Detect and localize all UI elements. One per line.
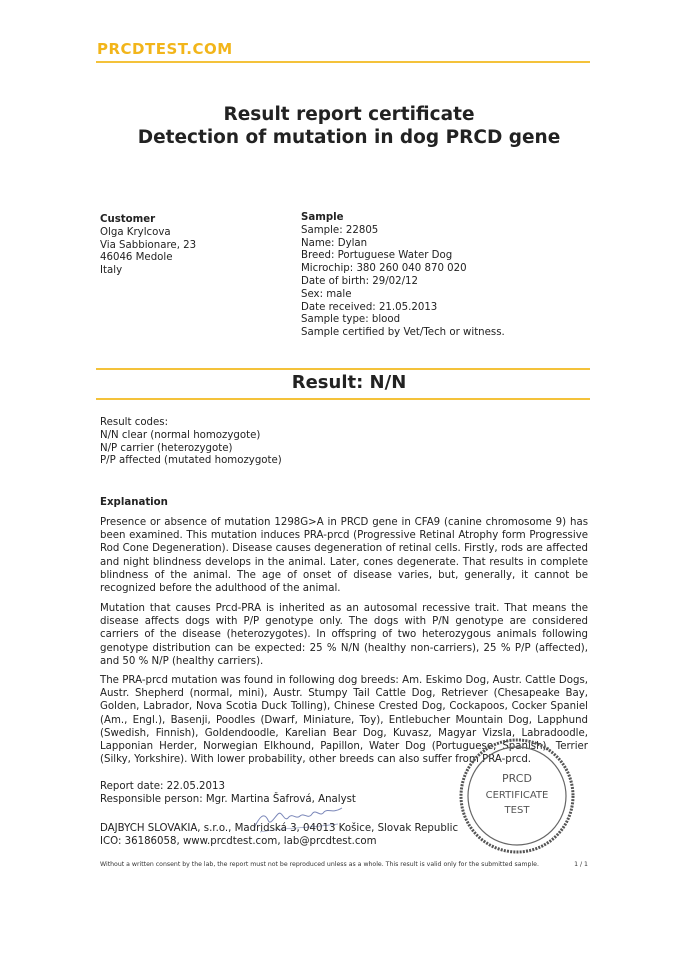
- sample-line: Sample: 22805: [301, 224, 379, 236]
- result-codes: [100, 417, 282, 468]
- responsible-person: Responsible person: Mgr. Martina Šafrová, Analyst: [100, 793, 356, 805]
- result-bottom-rule: [96, 398, 590, 400]
- sample-line: Date of birth: 29/02/12: [301, 275, 419, 287]
- customer-line: Italy: [100, 265, 123, 277]
- footer-notice: Without a written consent by the lab, the report must not be reproduced unless as a whole. This result is valid only for the submitted sample.: [100, 861, 539, 868]
- customer-heading: Customer: [100, 214, 156, 225]
- customer-line: 46046 Medole: [100, 252, 173, 264]
- explanation-paragraph-1: Presence or absence of mutation 1298G>A in PRCD gene in CFA9 (canine chromosome 9) has been examined. This mutation induces PRA-prcd (Progressive Retinal Atrophy form Progressive Rod Cone Degeneration). Disease causes degeneration of retinal cells. Firstly, rods are affected and night blindness develops in the animal. Later, cones degenerate. That results in complete blindness of the animal. The age of onset of disease varies, but, generally, it cannot be recognized before the adulthood of the animal.: [100, 517, 588, 595]
- stamp-line-2: CERTIFICATE: [485, 790, 549, 801]
- sample-line: Sample type: blood: [301, 314, 401, 326]
- result-code-line: N/P carrier (heterozygote): [100, 442, 233, 454]
- sample-heading: Sample: [301, 212, 344, 223]
- sample-line: Sample certified by Vet/Tech or witness.: [301, 327, 505, 339]
- result-code-line: N/N clear (normal homozygote): [100, 429, 261, 441]
- certificate-stamp-icon: [458, 737, 576, 855]
- report-date: Report date: 22.05.2013: [100, 781, 225, 792]
- stamp-line-3: TEST: [504, 805, 530, 816]
- company-info: [100, 823, 458, 849]
- sample-line: Sex: male: [301, 288, 352, 300]
- result-codes-heading: Result codes:: [100, 417, 169, 428]
- company-contact: ICO: 36186058, www.prcdtest.com, lab@prcdtest.com: [100, 835, 377, 847]
- customer-line: Olga Krylcova: [100, 226, 171, 238]
- sample-block: [301, 212, 505, 340]
- page-subtitle: Detection of mutation in dog PRCD gene: [137, 127, 561, 148]
- explanation-heading: Explanation: [100, 497, 168, 508]
- page-title: Result report certificate: [223, 104, 475, 125]
- result-title: Result: N/N: [291, 372, 407, 393]
- sample-line: Breed: Portuguese Water Dog: [301, 250, 453, 262]
- sample-line: Date received: 21.05.2013: [301, 301, 438, 313]
- sample-line: Name: Dylan: [301, 237, 368, 249]
- result-top-rule: [96, 368, 590, 370]
- customer-block: [100, 214, 196, 278]
- footer: [100, 861, 590, 868]
- customer-line: Via Sabbionare, 23: [100, 239, 197, 251]
- header-rule: [96, 61, 590, 63]
- stamp-line-1: PRCD: [502, 772, 532, 785]
- explanation-paragraph-3: The PRA-prcd mutation was found in following dog breeds: Am. Eskimo Dog, Austr. Cattle Dogs, Austr. Shepherd (normal, mini), Austr. Stumpy Tail Cattle Dog, Retriever (Chesapeake Bay, Golden, Labrador, Nova Scotia Duck Tolling), Chinese Crested Dog, Cockapoos, Cocker Spaniel (Am., Engl.), Basenji, Poodles (Dwarf, Miniature, Toy), Entlebucher Mountain Dog, Lapphund (Swedish, Finnish), Goldendoodle, Karelian Bear Dog, Kuvasz, Magyar Vizsla, Labradoodle, Lapponian Herder, Norwegian Elkhound, Papillon, Water Dog (Portuguese, Spanish), Terrier (Silky, Yorkshire). With lower probability, other breeds can also suffer from PRA-prcd.: [100, 675, 588, 766]
- explanation-paragraph-2: Mutation that causes Prcd-PRA is inherited as an autosomal recessive trait. That means the disease affects dogs with P/P genotype only. The dogs with P/N genotype are considered carriers of the disease (heterozygotes). In offspring of two heterozygous animals following genotype distribution can be expected: 25 % N/N (healthy non-carriers), 25 % P/P (affected), and 50 % N/P (healthy carriers).: [100, 603, 588, 667]
- sample-line: Microchip: 380 260 040 870 020: [301, 263, 467, 275]
- result-code-line: P/P affected (mutated homozygote): [100, 455, 282, 467]
- page-number: 1 / 1: [574, 861, 588, 868]
- company-address: DAJBYCH SLOVAKIA, s.r.o., Madridská 3, 04013 Košice, Slovak Republic: [100, 823, 459, 834]
- brand-logo: PRCDTEST.COM: [97, 40, 233, 58]
